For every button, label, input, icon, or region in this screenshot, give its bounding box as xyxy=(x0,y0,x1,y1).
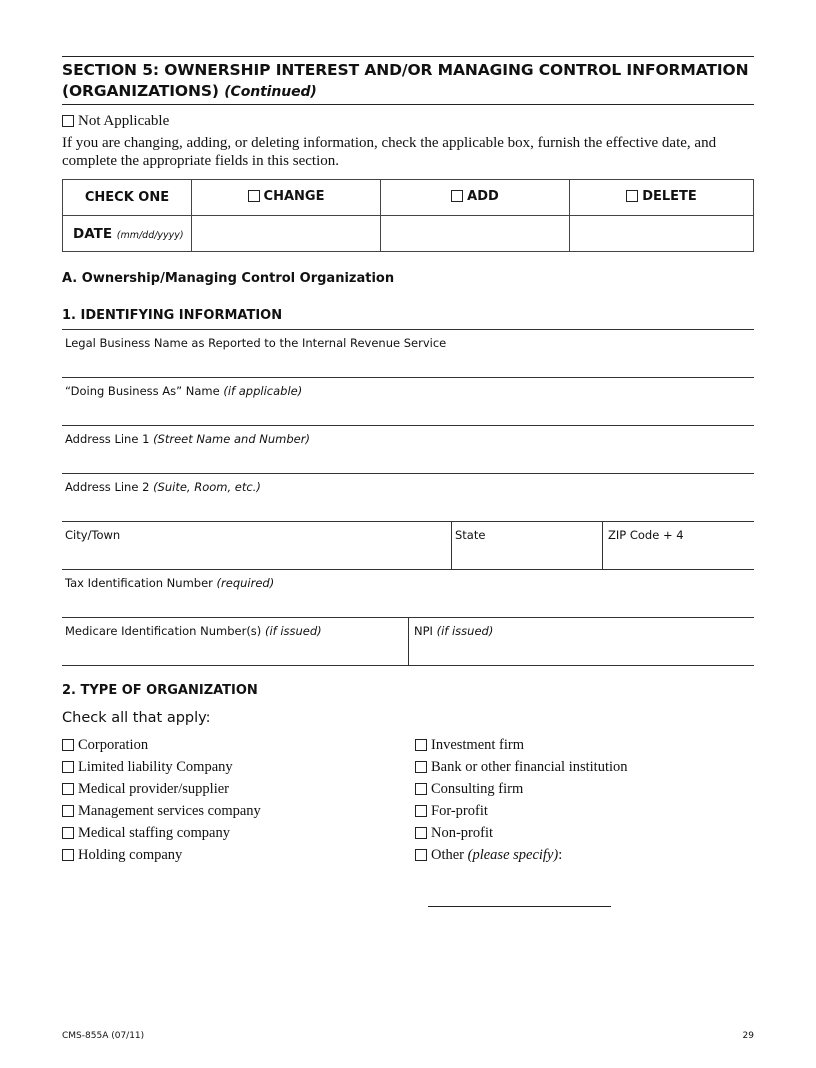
address1-text: Address Line 1 xyxy=(65,432,150,446)
add-option[interactable] xyxy=(381,180,570,216)
page-number: 29 xyxy=(742,1031,754,1041)
npi-note: (if issued) xyxy=(436,624,494,638)
not-applicable-checkbox[interactable] xyxy=(62,115,74,127)
medicare-note: (if issued) xyxy=(264,624,322,638)
org-option-medical-provider[interactable] xyxy=(62,778,415,800)
add-checkbox[interactable] xyxy=(451,190,463,202)
checkbox[interactable] xyxy=(62,849,74,861)
change-table xyxy=(62,179,754,252)
org-option-bank[interactable] xyxy=(415,756,628,778)
zip-label: ZIP Code + 4 xyxy=(608,528,684,542)
tin-field[interactable] xyxy=(62,569,754,617)
address2-text: Address Line 2 xyxy=(65,480,150,494)
change-option[interactable] xyxy=(192,180,381,216)
add-date-field[interactable] xyxy=(381,216,570,252)
dba-name-label xyxy=(65,384,302,398)
org-option-other[interactable] xyxy=(415,844,628,866)
delete-checkbox[interactable] xyxy=(626,190,638,202)
tin-note: (required) xyxy=(216,576,275,590)
checkbox[interactable] xyxy=(62,739,74,751)
city-state-zip-row xyxy=(62,521,754,569)
check-one-label xyxy=(63,180,192,216)
date-label xyxy=(63,216,192,252)
city-label: City/Town xyxy=(65,528,121,542)
identifying-info-heading: 1. IDENTIFYING INFORMATION xyxy=(62,308,283,323)
dba-label-text: “Doing Business As” Name xyxy=(65,384,220,398)
checkbox[interactable] xyxy=(415,827,427,839)
option-label: Medical provider/supplier xyxy=(78,780,229,797)
checkbox[interactable] xyxy=(62,761,74,773)
other-colon: : xyxy=(558,846,563,863)
medicare-npi-row xyxy=(62,617,754,665)
org-option-management-services[interactable] xyxy=(62,800,415,822)
zip-field[interactable] xyxy=(602,522,754,569)
npi-field[interactable] xyxy=(408,618,754,665)
city-field[interactable] xyxy=(62,522,451,569)
org-type-left-column xyxy=(62,734,415,866)
org-option-holding-company[interactable] xyxy=(62,844,415,866)
checkbox[interactable] xyxy=(415,849,427,861)
state-label: State xyxy=(455,528,486,542)
npi-text: NPI xyxy=(414,624,433,638)
section-title-text: SECTION 5: OWNERSHIP INTEREST AND/OR MANAGING CONTROL INFORMATION (ORGANIZATIONS) xyxy=(62,61,749,100)
checkbox[interactable] xyxy=(415,783,427,795)
medicare-id-field[interactable] xyxy=(62,618,408,665)
form-page xyxy=(62,56,754,866)
form-id: CMS-855A (07/11) xyxy=(62,1031,145,1041)
option-label: Corporation xyxy=(78,736,149,753)
option-label: Medical staffing company xyxy=(78,824,230,841)
other-specify-input[interactable] xyxy=(428,906,611,907)
check-all-label: Check all that apply: xyxy=(62,710,211,726)
checkbox[interactable] xyxy=(62,805,74,817)
org-type-heading: 2. TYPE OF ORGANIZATION xyxy=(62,683,258,698)
change-checkbox[interactable] xyxy=(248,190,260,202)
npi-label xyxy=(414,624,493,638)
section-title xyxy=(62,57,754,105)
address-line-2-label xyxy=(65,480,261,494)
change-date-field[interactable] xyxy=(192,216,381,252)
legal-business-name-field[interactable] xyxy=(62,329,754,377)
tin-label xyxy=(65,576,274,590)
org-option-corporation[interactable] xyxy=(62,734,415,756)
org-type-options xyxy=(62,734,754,866)
change-label: CHANGE xyxy=(263,188,325,204)
checkbox[interactable] xyxy=(415,739,427,751)
address-line-1-field[interactable] xyxy=(62,425,754,473)
other-note: (please specify) xyxy=(467,846,559,863)
org-option-llc[interactable] xyxy=(62,756,415,778)
dba-note: (if applicable) xyxy=(223,384,303,398)
address-line-1-label xyxy=(65,432,310,446)
date-format: (mm/dd/yyyy) xyxy=(116,229,184,241)
not-applicable-label: Not Applicable xyxy=(78,112,170,129)
option-label: Limited liability Company xyxy=(78,758,233,775)
option-label: Other xyxy=(431,846,465,863)
legal-business-name-label: Legal Business Name as Reported to the Internal Revenue Service xyxy=(65,336,447,350)
org-type-right-column xyxy=(415,734,628,866)
option-label: Holding company xyxy=(78,846,183,863)
org-option-medical-staffing[interactable] xyxy=(62,822,415,844)
check-one-text: CHECK ONE xyxy=(84,190,170,205)
address-line-2-field[interactable] xyxy=(62,473,754,521)
instructions-text: If you are changing, adding, or deleting information, check the applicable box, furnish the effective date, and complete the appropriate fields in this section. xyxy=(62,135,717,169)
org-option-non-profit[interactable] xyxy=(415,822,628,844)
section-continued: (Continued) xyxy=(224,84,317,100)
option-label: Bank or other financial institution xyxy=(431,758,628,775)
delete-date-field[interactable] xyxy=(570,216,754,252)
tin-text: Tax Identification Number xyxy=(65,576,213,590)
org-option-consulting-firm[interactable] xyxy=(415,778,628,800)
dba-name-field[interactable] xyxy=(62,377,754,425)
checkbox[interactable] xyxy=(415,761,427,773)
checkbox[interactable] xyxy=(415,805,427,817)
option-label: Investment firm xyxy=(431,736,525,753)
checkbox[interactable] xyxy=(62,783,74,795)
medicare-id-label xyxy=(65,624,322,638)
option-label: For-profit xyxy=(431,802,488,819)
option-label: Non-profit xyxy=(431,824,494,841)
delete-option[interactable] xyxy=(570,180,754,216)
add-label: ADD xyxy=(467,188,499,204)
delete-label: DELETE xyxy=(642,188,697,204)
org-option-for-profit[interactable] xyxy=(415,800,628,822)
address1-note: (Street Name and Number) xyxy=(153,432,310,446)
not-applicable-option[interactable] xyxy=(62,111,754,131)
medicare-id-text: Medicare Identification Number(s) xyxy=(65,624,262,638)
checkbox[interactable] xyxy=(62,827,74,839)
org-option-investment-firm[interactable] xyxy=(415,734,628,756)
address2-note: (Suite, Room, etc.) xyxy=(153,480,261,494)
option-label: Management services company xyxy=(78,802,261,819)
option-label: Consulting firm xyxy=(431,780,524,797)
identifying-bottom-rule xyxy=(62,665,754,666)
date-text: DATE xyxy=(73,225,113,242)
subsection-a-heading: A. Ownership/Managing Control Organization xyxy=(62,271,395,286)
state-field[interactable] xyxy=(451,522,602,569)
